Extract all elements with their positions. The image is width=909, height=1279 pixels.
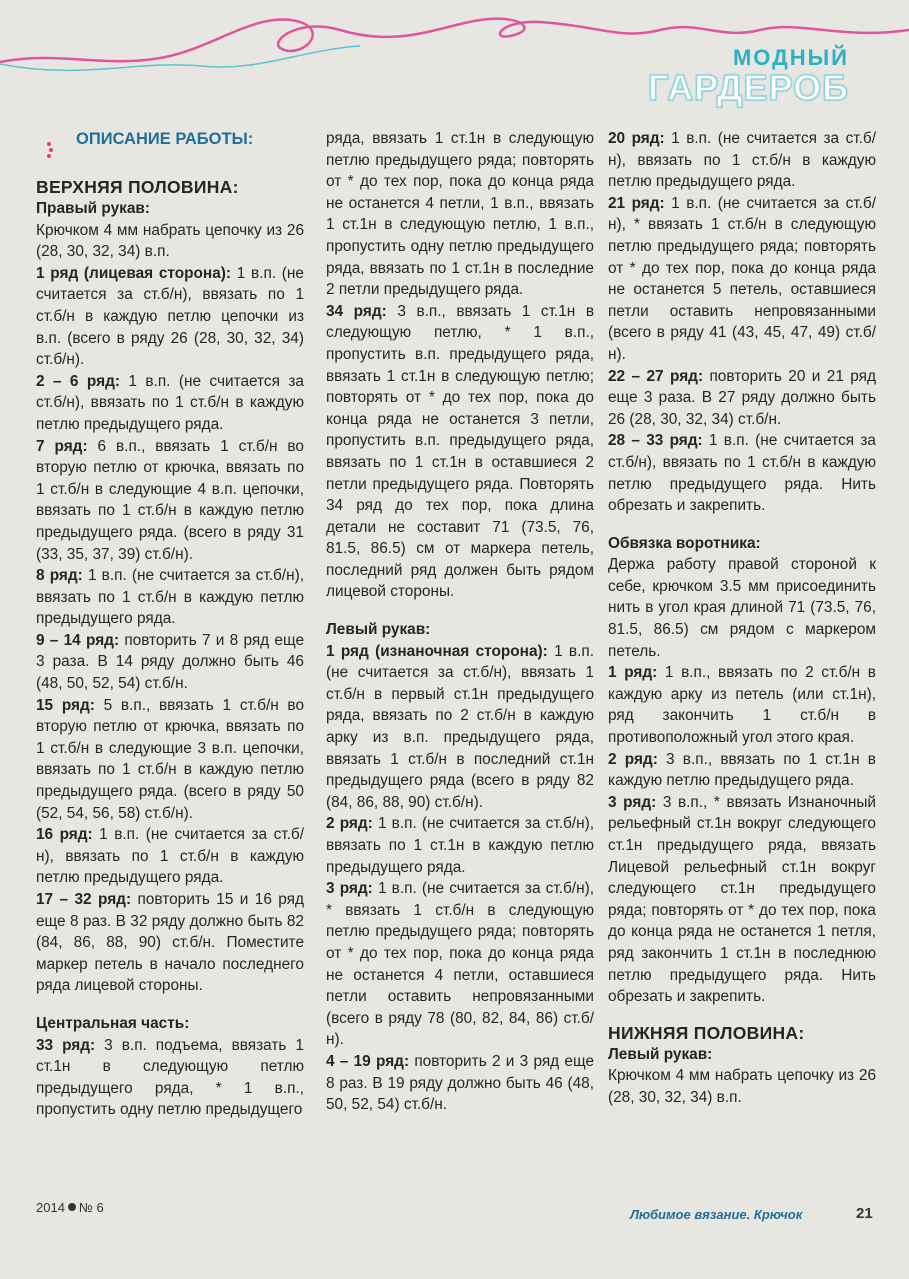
section-title: ОПИСАНИЕ РАБОТЫ: <box>76 130 254 148</box>
row-text: 1 в.п. (не считается за ст.б/н), * ввязать 1 ст.б/н в следующую петлю предыдущего ряда; повторять от * до тех пор, пока до конца ряда не останется 4 петли, оставшиеся петли оставить непровязанными (всего в ряду 78 (80, 82, 84, 86) ст.б/н). <box>326 880 594 1049</box>
heading-top-half: ВЕРХНЯЯ ПОЛОВИНА: <box>36 177 239 197</box>
left-row-1-paragraph <box>326 641 594 814</box>
row-text: 5 в.п., ввязать 1 ст.б/н во вторую петлю от крючка, ввязать по 1 ст.б/н в следующие 3 в.п. цепочки, ввязать по 1 ст.б/н в каждую петлю предыдущего ряда. (всего в ряду 50 (52, 54, 56, 58) ст.б/н). <box>36 696 304 822</box>
row-label: 28 – 33 ряд: <box>608 432 703 450</box>
row-16-paragraph <box>36 824 304 889</box>
row-label: 1 ряд: <box>608 664 658 682</box>
row-text: 1 в.п. (не считается за ст.б/н), ввязать 1 ст.б/н в первый ст.1н предыдущего ряда, ввязать по 2 ст.б/н в каждую арку из в.п. предыдущего ряда, ввязать 1 ст.б/н в последний ст.1н предыдущего ряда (всего в ряду 82 (84, 86, 88, 90) ст.б/н). <box>326 642 594 811</box>
magazine-title: Любимое вязание. Крючок <box>630 1207 803 1222</box>
row-text: 3 в.п. подъема, ввязать 1 ст.1н в следующую петлю предыдущего ряда, * 1 в.п., пропустить одну петлю предыдущего <box>36 1036 304 1119</box>
row-label: 16 ряд: <box>36 826 93 844</box>
row-label: 7 ряд: <box>36 437 88 455</box>
row-label: 15 ряд: <box>36 696 95 714</box>
row-text: повторить 20 и 21 ряд еще 3 раза. В 27 ряду должно быть 26 (28, 30, 32, 34) ст.б/н. <box>608 367 877 428</box>
left-row-4-19-paragraph <box>326 1051 594 1116</box>
row-8-paragraph <box>36 565 304 630</box>
left-row-3-paragraph <box>326 878 594 1051</box>
row-label: 4 – 19 ряд: <box>326 1052 410 1070</box>
row-34-paragraph <box>326 301 594 603</box>
row-label: 3 ряд: <box>326 880 373 898</box>
row-text: 1 в.п. (не считается за ст.б/н), ввязать по 1 ст.1н в каждую петлю предыдущего ряда. <box>326 815 594 876</box>
row-text: 3 в.п., ввязать по 1 ст.1н в каждую петлю предыдущего ряда. <box>608 750 876 790</box>
row-28-33-paragraph <box>608 430 876 516</box>
row-text: 1 в.п. (не считается за ст.б/н), ввязать по 1 ст.б/н в каждую петлю предыдущего ряда. <box>36 567 304 628</box>
heading-right-sleeve: Правый рукав: <box>36 200 150 217</box>
heading-collar: Обвязка воротника: <box>608 534 761 552</box>
heading-central-part: Центральная часть: <box>36 1014 190 1032</box>
heading-bottom-half: НИЖНЯЯ ПОЛОВИНА: <box>608 1022 805 1043</box>
row-33-paragraph <box>36 1035 304 1121</box>
row-text: 1 в.п. (не считается за ст.б/н), ввязать по 1 ст.б/н в каждую петлю предыдущего ряда. <box>608 130 876 191</box>
row-33-continued: ряда, ввязать 1 ст.1н в следующую петлю предыдущего ряда; повторять от * до тех пор, пока до конца ряда не останется 4 петли, 1 в.п., ввязать 1 ст.1н в следующую петлю, 1 в.п., пропустить одну петлю предыдущего ряда, ввязать по 1 ст.1н в последние 2 петли предыдущего ряда. <box>326 130 594 299</box>
row-text: повторить 7 и 8 ряд еще 3 раза. В 14 ряду должно быть 46 (48, 50, 52, 54) ст.б/н. <box>36 631 305 693</box>
row-label: 21 ряд: <box>608 194 665 212</box>
row-text: 1 в.п. (не считается за ст.б/н), ввязать по 1 ст.б/н в каждую петлю предыдущего ряда. <box>36 372 304 433</box>
row-text: 1 в.п. (не считается за ст.б/н), ввязать по 1 ст.б/н в каждую петлю предыдущего ряда. <box>36 826 304 887</box>
row-label: 9 – 14 ряд: <box>36 631 120 649</box>
row-label: 3 ряд: <box>608 793 657 811</box>
row-text: повторить 2 и 3 ряд еще 8 раз. В 19 ряду должно быть 46 (48, 50, 52, 54) ст.б/н. <box>326 1052 595 1114</box>
row-label: 20 ряд: <box>608 130 665 147</box>
row-label: 22 – 27 ряд: <box>608 367 704 385</box>
text-column-3 <box>608 128 876 1109</box>
row-15-paragraph <box>36 695 304 825</box>
row-label: 2 ряд: <box>608 750 658 768</box>
row-label: 17 – 32 ряд: <box>36 891 132 908</box>
intro-paragraph: Крючком 4 мм набрать цепочку из 26 (28, 30, 32, 34) в.п. <box>36 221 304 261</box>
brand-line-1: МОДНЫЙ <box>732 45 849 70</box>
row-label: 2 – 6 ряд: <box>36 372 120 390</box>
row-2-6-paragraph <box>36 371 304 436</box>
row-label: 1 ряд (изнаночная сторона): <box>326 642 548 660</box>
row-text: 1 в.п. (не считается за ст.б/н), ввязать по 1 ст.б/н в каждую петлю цепочки из в.п. (всего в ряду 26 (28, 30, 32, 34) ст.б/н). <box>36 264 304 369</box>
row-label: 1 ряд (лицевая сторона): <box>36 264 232 282</box>
row-text: 1 в.п. (не считается за ст.б/н), * ввязать 1 ст.б/н в следующую петлю предыдущего ряда; повторять от * до тех пор, пока до конца ряда не останется 5 петель, оставшиеся петли оставить непровязанными (всего в ряду 41 (43, 45, 47, 49) ст.б/н). <box>608 194 876 363</box>
row-label: 2 ряд: <box>326 815 373 833</box>
collar-row-1-paragraph <box>608 662 876 748</box>
issue-info <box>36 1200 104 1215</box>
brand-line-2: ГАРДЕРОБ <box>648 67 849 108</box>
row-17-32-paragraph <box>36 889 304 997</box>
section-brand <box>648 46 849 106</box>
collar-row-3-paragraph <box>608 792 876 1008</box>
row-text: 1 в.п., ввязать по 2 ст.б/н в каждую арку из петель (или ст.1н), ряд закончить 1 ст.б/н в противоположный угол этого края. <box>608 664 876 747</box>
row-1-paragraph <box>36 263 304 371</box>
heading-left-sleeve: Левый рукав: <box>326 621 431 639</box>
row-22-27-paragraph <box>608 366 876 431</box>
collar-intro: Держа работу правой стороной к себе, крючком 3.5 мм присоединить нить в угол края длиной 71 (73.5, 76, 81.5, 86.5) см рядом с маркером петель. <box>608 556 876 660</box>
bottom-intro: Крючком 4 мм набрать цепочку из 26 (28, 30, 32, 34) в.п. <box>608 1067 876 1106</box>
row-20-paragraph <box>608 128 876 193</box>
row-text: 3 в.п., ввязать 1 ст.1н в следующую петлю, * 1 в.п., пропустить в.п. предыдущего ряда, ввязать 1 ст.1н в следующую петлю; повторять от * до тех пор, пока до конца ряда не останется 3 петли, пропустить в.п. предыдущего ряда, ввязать по 1 ст.1н в оставшиеся 2 петли предыдущего ряда. Повторять 34 ряд до тех пор, пока длина детали не составит 71 (73.5, 76, 81.5, 86.5) см от маркера петель, последний ряд должен быть рядом лицевой стороны. <box>326 302 595 601</box>
issue-number: № 6 <box>78 1200 104 1215</box>
heading-left-sleeve-2: Левый рукав: <box>608 1045 713 1063</box>
text-column-1 <box>36 128 304 1121</box>
text-column-2 <box>326 128 594 1116</box>
row-9-14-paragraph <box>36 630 304 695</box>
bullet-icon <box>68 1203 76 1211</box>
row-text: 1 в.п. (не считается за ст.б/н), ввязать по 1 ст.б/н в каждую петлю предыдущего ряда. Нить обрезать и закрепить. <box>608 432 876 515</box>
row-text: 3 в.п., * ввязать Изнаночный рельефный ст.1н вокруг следующего ст.1н предыдущего ряда, ввязать Лицевой рельефный ст.1н вокруг следующего ст.1н предыдущего ряда; повторять от * до тех пор, пока до конца ряда не останется 1 петля, ряд закончить 1 ст.1н в последнюю петлю предыдущего ряда. Нить обрезать и закрепить. <box>608 793 876 1006</box>
row-label: 33 ряд: <box>36 1036 96 1054</box>
left-row-2-paragraph <box>326 813 594 878</box>
page-number: 21 <box>856 1205 873 1222</box>
row-label: 34 ряд: <box>326 302 387 320</box>
row-text: повторить 15 и 16 ряд еще 8 раз. В 32 ряду должно быть 82 (84, 86, 88, 90) ст.б/н. Поместите маркер петель в начало последнего ряда лицевой стороны. <box>36 891 305 995</box>
row-text: 6 в.п., ввязать 1 ст.б/н во вторую петлю от крючка, ввязать по 1 ст.б/н в следующие 4 в.п. цепочки, ввязать по 1 ст.б/н в каждую петлю предыдущего ряда. (всего в ряду 31 (33, 35, 37, 39) ст.б/н). <box>36 437 304 563</box>
collar-row-2-paragraph <box>608 749 876 792</box>
row-7-paragraph <box>36 436 304 566</box>
issue-year: 2014 <box>36 1200 65 1215</box>
row-21-paragraph <box>608 193 876 366</box>
row-label: 8 ряд: <box>36 567 83 585</box>
